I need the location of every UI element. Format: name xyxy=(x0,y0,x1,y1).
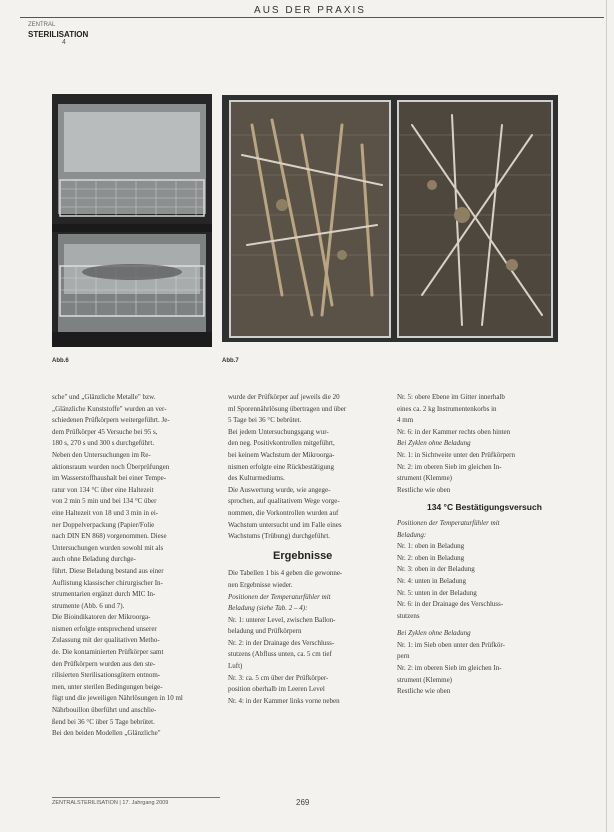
text-line: des Kulturmediums. xyxy=(228,474,285,483)
text-line: strument (Klemme) xyxy=(397,474,453,483)
text-line: Nr. 1: in Sichtweite unter den Prüfkörpern xyxy=(397,450,516,459)
text-line: Untersuchungen wurden sowohl mit als xyxy=(52,543,164,552)
text-line: nommen, die Vorkontrollen wurden auf xyxy=(228,508,339,517)
text-line: Nr. 3: oben in der Beladung xyxy=(397,565,475,574)
text-line: auch ohne Beladung durchge- xyxy=(52,555,136,564)
text-line: Bei den beiden Modellen „Glänzliche" xyxy=(52,729,161,738)
text-line: Nr. 4: in der Kammer links vorne neben xyxy=(228,696,340,705)
text-line: Nr. 1: im Sieb oben unter den Prüfkör- xyxy=(397,640,505,649)
text-line: von 2 min 5 min und bei 134 °C über xyxy=(52,497,157,506)
figure-caption-7: Abb.7 xyxy=(222,358,239,364)
section-heading-results: Ergebnisse xyxy=(273,549,333,562)
text-line: „Glänzliche Kunststoffe" wurden an ver- xyxy=(52,404,167,413)
subheading-line: Positionen der Temperaturfühler mit xyxy=(397,518,500,527)
text-line: ml Sporennährlösung übertragen und über xyxy=(228,404,347,413)
text-line: Nr. 5: unten in der Beladung xyxy=(397,588,477,597)
text-line: beladung und Prüfkörpern xyxy=(228,627,302,636)
text-line: Nr. 1: unterer Level, zwischen Ballon- xyxy=(228,615,336,624)
text-line: position oberhalb im Leeren Level xyxy=(228,685,325,694)
text-line: dem Prüfkörper 45 Versuche bei 95 s, xyxy=(52,427,158,436)
text-line: 5 Tage bei 36 °C bebrütet. xyxy=(228,416,302,425)
text-line: wurde der Prüfkörper auf jeweils die 20 xyxy=(228,393,340,401)
text-line: ratur von 134 °C über eine Haltezeit xyxy=(52,485,154,494)
figure-caption-6: Abb.6 xyxy=(52,358,69,364)
text-line: 180 s, 270 s und 300 s durchgeführt. xyxy=(52,439,155,448)
header-rule xyxy=(20,17,604,18)
running-header: AUS DER PRAXIS xyxy=(254,5,366,16)
subheading-line: Bei Zyklen ohne Beladung xyxy=(397,629,471,638)
text-line: im Wasserstoffhaushalt bei einer Tempe- xyxy=(52,474,167,483)
text-line: nach DIN EN 868) vorgenommen. Diese xyxy=(52,532,167,541)
text-line: Restliche wie oben xyxy=(397,485,451,494)
text-line: Nr. 2: in der Drainage des Verschluss- xyxy=(228,638,335,647)
text-line: Wachstum untersucht und im Falle eines xyxy=(228,520,342,529)
text-line: Nr. 1: oben in Beladung xyxy=(397,542,465,551)
text-column-3 xyxy=(397,392,559,698)
text-line: pern xyxy=(397,652,410,661)
subheading-line: Beladung (siehe Tab. 2 – 4): xyxy=(228,604,308,613)
text-line: eines ca. 2 kg Instrumentenkorbs in xyxy=(397,404,497,413)
text-line: Nr. 4: unten in Beladung xyxy=(397,576,467,585)
subheading-line: Beladung: xyxy=(397,530,427,539)
text-line: strumente (Abb. 6 und 7). xyxy=(52,601,125,610)
footer-rule xyxy=(52,797,220,798)
text-column-1 xyxy=(52,392,210,740)
text-line: nismen erfolgte entsprechend unserer xyxy=(52,624,157,633)
page-edge xyxy=(606,0,607,832)
text-line: Neben den Untersuchungen im Re- xyxy=(52,450,151,459)
section-title: STERILISATION xyxy=(28,30,89,39)
section-heading-confirmation: 134 °C Bestätigungsversuch xyxy=(427,502,542,513)
text-line: Auflistung klassischer chirurgischer In- xyxy=(52,578,163,587)
text-line: Luft) xyxy=(228,662,243,671)
text-line: stutzens (Abfluss unten, ca. 5 cm tief xyxy=(228,650,332,659)
text-line: strument (Klemme) xyxy=(397,675,453,684)
subheading-line: Positionen der Temperaturfühler mit xyxy=(228,592,331,601)
text-line: Nährbouillon überführt und anschlie- xyxy=(52,706,157,715)
text-line: rilisierten Sterilisationsgütern entnom- xyxy=(52,671,161,680)
text-line: den Prüfkörpern wurden aus den ste- xyxy=(52,659,156,668)
page-number: 269 xyxy=(296,798,310,807)
text-line: Nr. 2: im oberen Sieb im gleichen In- xyxy=(397,462,502,471)
text-line: ner Doppelverpackung (Papier/Folie xyxy=(52,520,155,529)
journal-footer: ZENTRALSTERILISATION | 17. Jahrgang 2009 xyxy=(52,800,169,806)
text-line: Nr. 2: im oberen Sieb im gleichen In- xyxy=(397,664,502,673)
text-line: Bei jedem Untersuchungsgang wur- xyxy=(228,427,329,436)
text-line: Nr. 5: obere Ebene im Gitter innerhalb xyxy=(397,393,505,401)
text-line: Zulassung mit der qualitativen Metho- xyxy=(52,636,160,645)
text-line: schiedenen Prüfkörpern weitergeführt. Je- xyxy=(52,416,170,425)
subheading-line: Bei Zyklen ohne Beladung xyxy=(397,439,471,448)
section-label: ZENTRAL xyxy=(28,22,56,28)
text-line: Nr. 3: ca. 5 cm über der Prüfkörper- xyxy=(228,673,329,682)
text-line: Die Auswertung wurde, wie angege- xyxy=(228,485,331,494)
text-line: Nr. 6: in der Drainage des Verschluss- xyxy=(397,600,504,609)
sterilizer-chamber-photo xyxy=(52,94,212,347)
text-line: ßend bei 36 °C über 5 Tage bebrütet. xyxy=(52,717,155,726)
text-line: bei keinem Wachstum der Mikroorga- xyxy=(228,450,335,459)
text-line: den neg. Positivkontrollen mitgeführt, xyxy=(228,439,335,448)
text-line: aktionsraum wurden noch Überprüfungen xyxy=(52,462,170,471)
text-line: Nr. 2: oben in Beladung xyxy=(397,553,465,562)
section-number: 4 xyxy=(62,39,66,46)
text-line: Restliche wie oben xyxy=(397,687,451,696)
text-line: Die Bioindikatoren der Mikroorga- xyxy=(52,613,151,622)
text-line: 4 mm xyxy=(397,416,414,425)
text-line: Wachstums (Trübung) durchgeführt. xyxy=(228,532,331,541)
text-line: stutzens xyxy=(397,611,420,620)
text-line: sprochen, auf qualitativem Wege vorge- xyxy=(228,497,340,506)
text-line: Die Tabellen 1 bis 4 geben die gewonne- xyxy=(228,569,343,578)
text-line: nismen erfolgte eine Rückbestätigung xyxy=(228,462,334,471)
text-line: men, unter sterilen Bedingungen beige- xyxy=(52,682,163,691)
text-line: fügt und die jeweiligen Nährlösungen in 10 ml xyxy=(52,694,183,703)
text-line: de. Die kontaminierten Prüfkörper samt xyxy=(52,648,164,657)
instrument-trays-photo xyxy=(222,95,558,342)
text-line: nen Ergebnisse wieder. xyxy=(228,580,293,589)
text-column-2 xyxy=(228,392,388,707)
text-line: eine Haltezeit von 18 und 3 min in ei- xyxy=(52,508,159,517)
text-line: sche" und „Glänzliche Metalle" bzw. xyxy=(52,393,156,401)
text-line: Nr. 6: in der Kammer rechts oben hinten xyxy=(397,427,511,436)
text-line: führt. Diese Beladung bestand aus einer xyxy=(52,566,164,575)
text-line: strumentarien ergänzt durch MIC In- xyxy=(52,590,156,599)
